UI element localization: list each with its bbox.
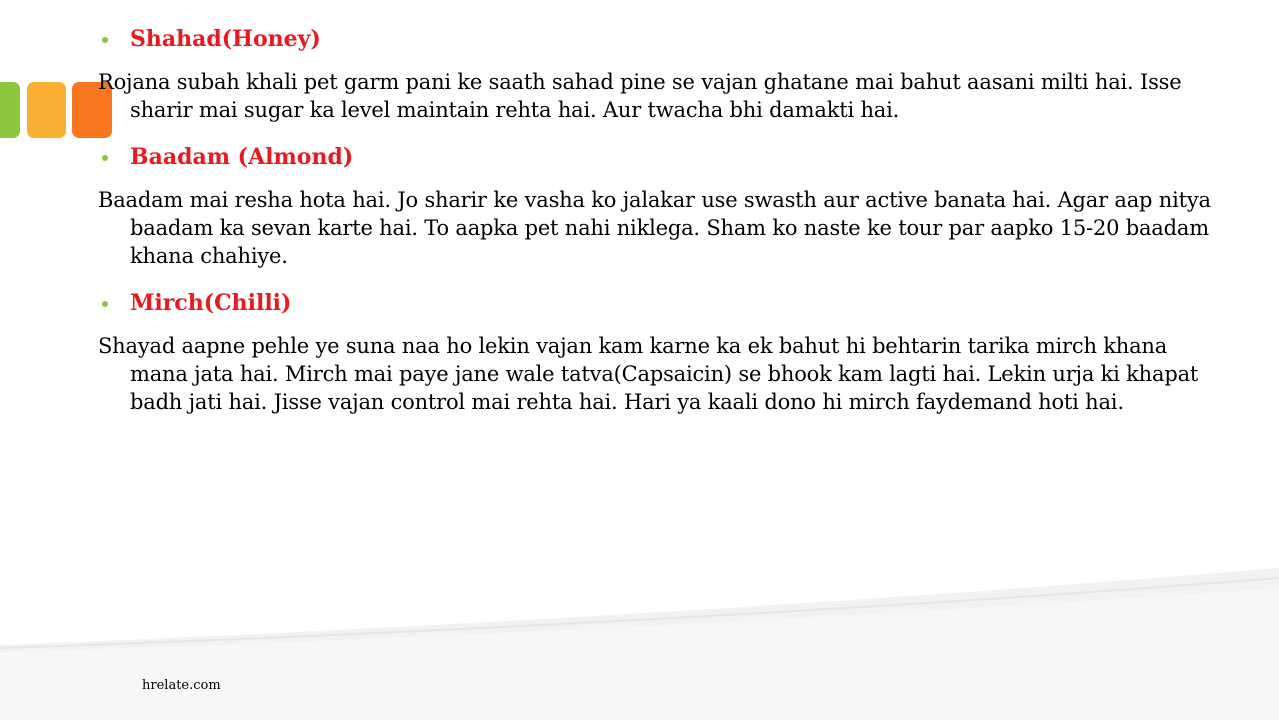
green-square-shape [0, 82, 20, 138]
heading-honey [98, 24, 1218, 54]
paragraph-chilli: Shayad aapne pehle ye suna naa ho lekin vajan kam karne ka ek bahut hi behtarin tarika mirch khana mana jata hai. Mirch mai paye jane wale tatva(Capsaicin) se bhook kam lagti hai. Lekin urja ki khapat badh jati hai. Jisse vajan control mai rehta hai. Hari ya kaali dono hi mirch faydemand hoti hai. [98, 334, 1199, 414]
paragraph-almond: Baadam mai resha hota hai. Jo sharir ke vasha ko jalakar use swasth aur active banata hai. Agar aap nitya baadam ka sevan karte hai. To aapka pet nahi niklega. Sham ko naste ke tour par aapko 15-20 baadam khana chahiye. [98, 188, 1211, 268]
bullet-dot-icon [102, 37, 108, 43]
bottom-wave-decoration [0, 560, 1279, 720]
bullet-dot-icon [102, 155, 108, 161]
slide-content [98, 24, 1218, 434]
heading-honey-text: Shahad(Honey) [130, 26, 321, 52]
heading-chilli [98, 288, 1218, 318]
footer-source: hrelate.com [142, 678, 221, 693]
paragraph-honey: Rojana subah khali pet garm pani ke saath sahad pine se vajan ghatane mai bahut aasani milti hai. Isse sharir mai sugar ka level maintain rehta hai. Aur twacha bhi damakti hai. [98, 70, 1182, 122]
yellow-square-shape [27, 82, 66, 138]
heading-chilli-text: Mirch(Chilli) [130, 290, 292, 316]
bullet-dot-icon [102, 301, 108, 307]
heading-almond [98, 142, 1218, 172]
heading-almond-text: Baadam (Almond) [130, 144, 354, 170]
